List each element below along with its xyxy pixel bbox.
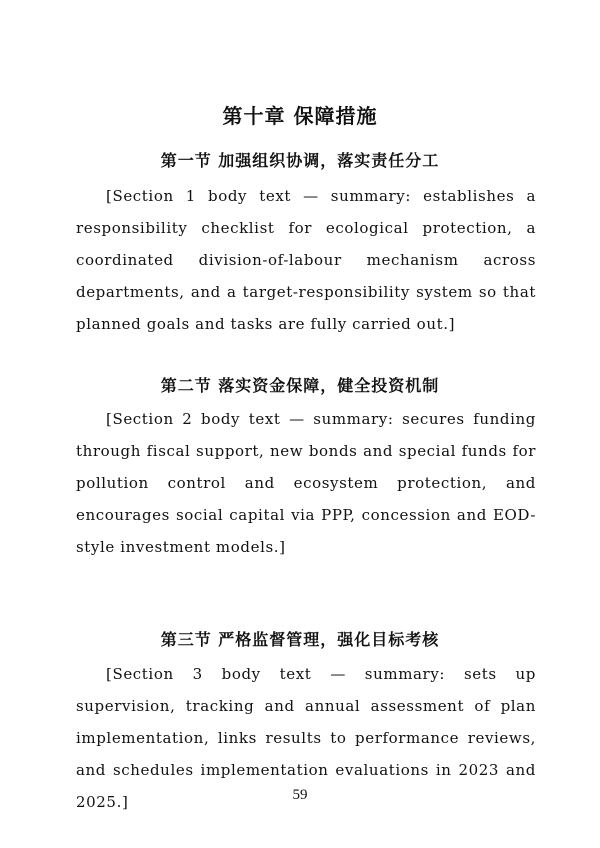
section-3-paragraph: [Section 3 body text — summary: sets up supervision, tracking and annual assessment of plan implementation, links results to performance reviews, and schedules implementation evaluations in 2023 and 2025.] [76,665,536,811]
section-3-title: 第三节 严格监督管理，强化目标考核 [160,630,440,649]
chapter-title: 第十章 保障措施 [222,104,378,128]
section-2-paragraph: [Section 2 body text — summary: secures funding through fiscal support, new bonds and special funds for pollution control and ecosystem protection, and encourages social capital via PPP, concession and EOD-style investment models.] [76,410,536,556]
page-number: 59 [292,787,308,803]
section-2-title: 第二节 落实资金保障，健全投资机制 [160,376,440,395]
section-1-paragraph: [Section 1 body text — summary: establishes a responsibility checklist for ecological protection, a coordinated division-of-labour mechanism across departments, and a target-responsibility system so that planned goals and tasks are fully carried out.] [76,187,536,333]
section-1-title: 第一节 加强组织协调，落实责任分工 [160,151,440,170]
